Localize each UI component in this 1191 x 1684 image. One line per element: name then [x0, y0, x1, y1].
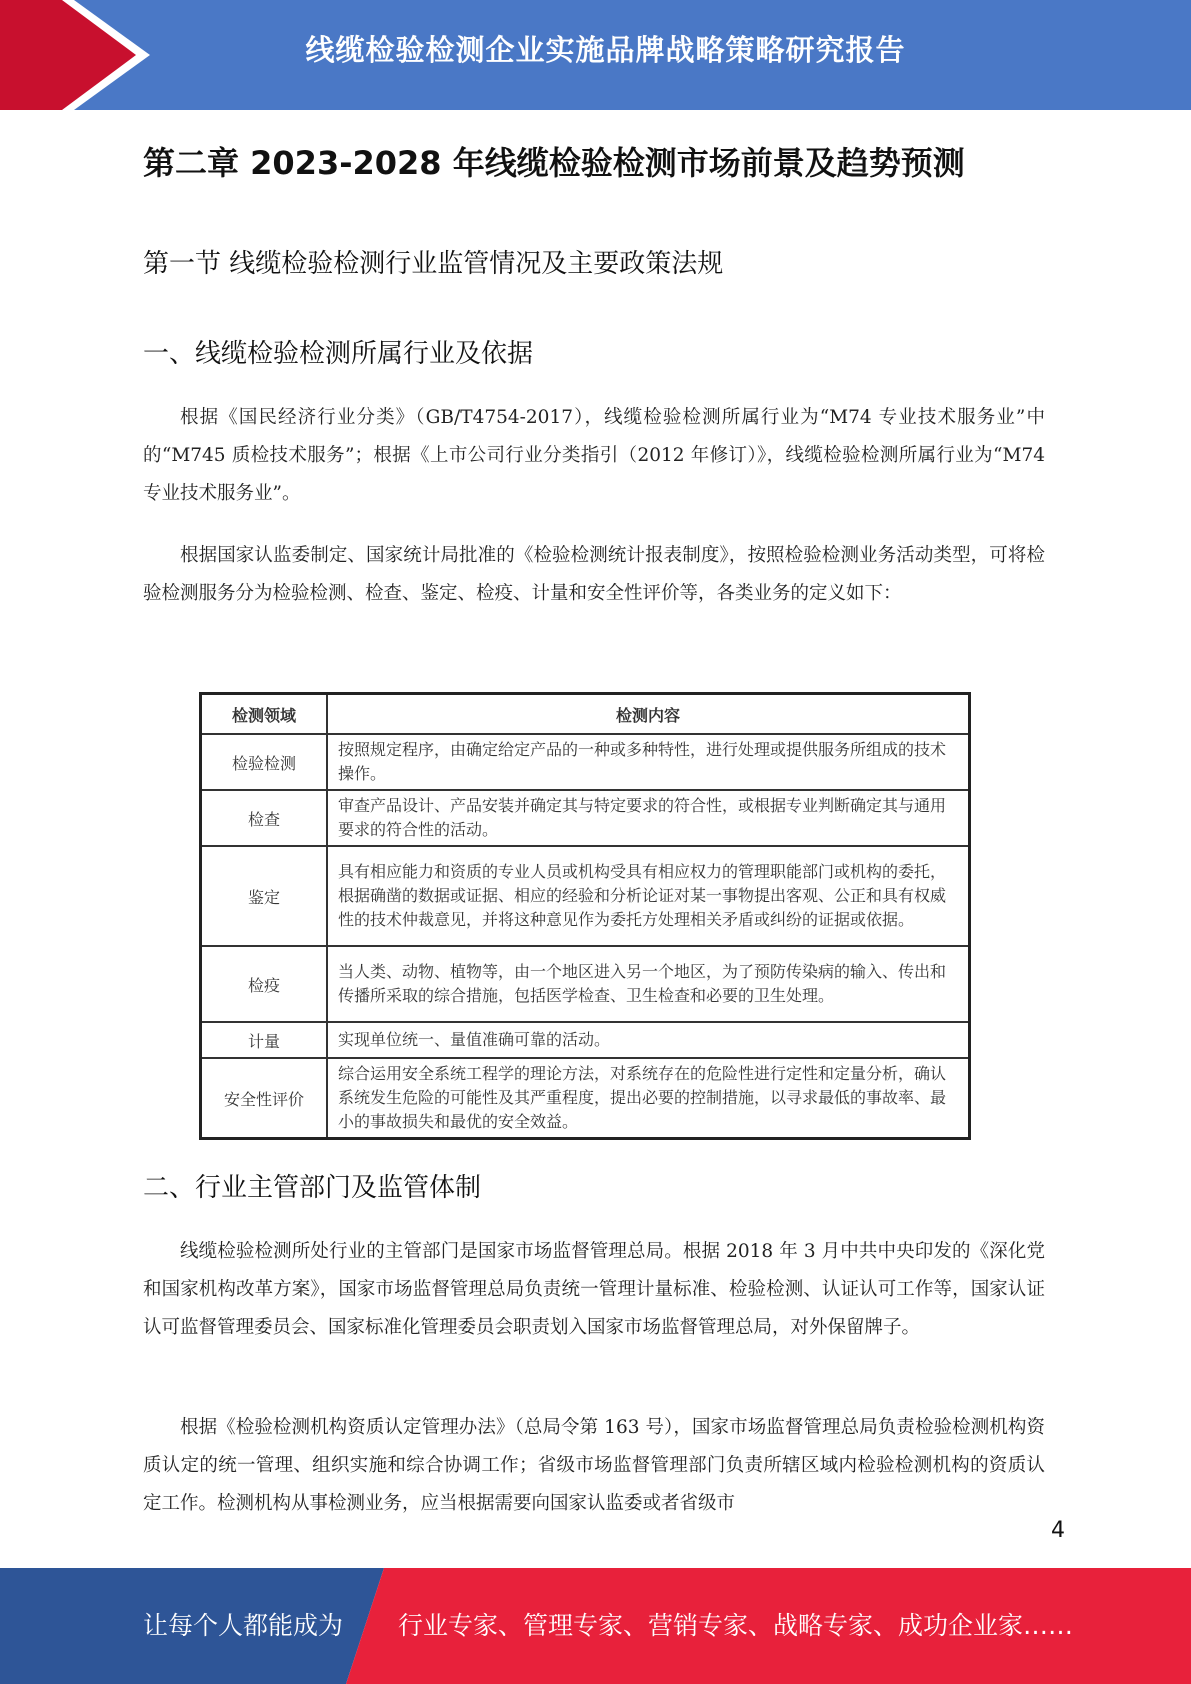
table-row — [201, 1022, 970, 1058]
table-cell-field: 鉴定 — [201, 846, 328, 946]
page-number: 4 — [1051, 1518, 1065, 1543]
page-footer — [0, 1568, 1191, 1684]
table-cell-field: 安全性评价 — [201, 1058, 328, 1139]
table-row — [201, 846, 970, 946]
page-header — [0, 0, 1191, 110]
table-cell-field: 检疫 — [201, 946, 328, 1022]
paragraph: 根据《检验检测机构资质认定管理办法》（总局令第 163 号），国家市场监督管理总局负责检验检测机构资质认定的统一管理、组织实施和综合协调工作；省级市场监督管理部门负责所辖区域内检验检测机构的资质认定工作。检测机构从事检测业务，应当根据需要向国家认监委或者省级市 — [143, 1417, 1045, 1514]
table-row — [201, 790, 970, 846]
footer-slogan-left: 让每个人都能成为 — [143, 1611, 344, 1640]
table-cell-content: 综合运用安全系统工程学的理论方法，对系统存在的危险性进行定性和定量分析，确认系统发生危险的可能性及其严重程度，提出必要的控制措施，以寻求最低的事故率、最小的事故损失和最优的安全效益。 — [327, 1058, 970, 1139]
paragraph: 线缆检验检测所处行业的主管部门是国家市场监督管理总局。根据 2018 年 3 月中共中央印发的《深化党和国家机构改革方案》，国家市场监督管理总局负责统一管理计量标准、检验检测、认证认可工作等，国家认证认可监督管理委员会、国家标准化管理委员会职责划入国家市场监督管理总局，对外保留牌子。 — [143, 1241, 1045, 1338]
table-cell-field: 检查 — [201, 790, 328, 846]
section-title: 第一节 线缆检验检测行业监管情况及主要政策法规 — [143, 249, 724, 279]
subsection-title: 二、行业主管部门及监管体制 — [143, 1173, 482, 1203]
table-row — [201, 946, 970, 1022]
table-header-content: 检测内容 — [327, 694, 970, 735]
table-header-row — [201, 694, 970, 735]
paragraph: 根据国家认监委制定、国家统计局批准的《检验检测统计报表制度》，按照检验检测业务活动类型，可将检验检测服务分为检验检测、检查、鉴定、检疫、计量和安全性评价等，各类业务的定义如下： — [143, 545, 1045, 604]
table-cell-content: 具有相应能力和资质的专业人员或机构受具有相应权力的管理职能部门或机构的委托，根据确凿的数据或证据、相应的经验和分析论证对某一事物提出客观、公正和具有权威性的技术仲裁意见，并将这种意见作为委托方处理相关矛盾或纠纷的证据或依据。 — [327, 846, 970, 946]
report-title: 线缆检验检测企业实施品牌战略策略研究报告 — [305, 33, 906, 67]
table-cell-field: 计量 — [201, 1022, 328, 1058]
table-cell-content: 按照规定程序，由确定给定产品的一种或多种特性，进行处理或提供服务所组成的技术操作。 — [327, 734, 970, 790]
table-cell-content: 审查产品设计、产品安装并确定其与特定要求的符合性，或根据专业判断确定其与通用要求的符合性的活动。 — [327, 790, 970, 846]
table-row — [201, 734, 970, 790]
table-cell-field: 检验检测 — [201, 734, 328, 790]
inspection-types-table — [199, 692, 971, 1140]
table-cell-content: 当人类、动物、植物等，由一个地区进入另一个地区，为了预防传染病的输入、传出和传播所采取的综合措施，包括医学检查、卫生检查和必要的卫生处理。 — [327, 946, 970, 1022]
subsection-title: 一、线缆检验检测所属行业及依据 — [143, 339, 534, 369]
footer-slogan-right: 行业专家、管理专家、营销专家、战略专家、成功企业家…… — [398, 1611, 1074, 1640]
paragraph: 根据《国民经济行业分类》（GB/T4754-2017），线缆检验检测所属行业为“M74 专业技术服务业”中的“M745 质检技术服务”；根据《上市公司行业分类指引（2012 年修订）》，线缆检验检测所属行业为“M74 专业技术服务业”。 — [143, 407, 1045, 504]
table-row — [201, 1058, 970, 1139]
table-cell-content: 实现单位统一、量值准确可靠的活动。 — [327, 1022, 970, 1058]
table-header-field: 检测领域 — [201, 694, 328, 735]
chapter-title: 第二章 2023-2028 年线缆检验检测市场前景及趋势预测 — [143, 144, 965, 182]
